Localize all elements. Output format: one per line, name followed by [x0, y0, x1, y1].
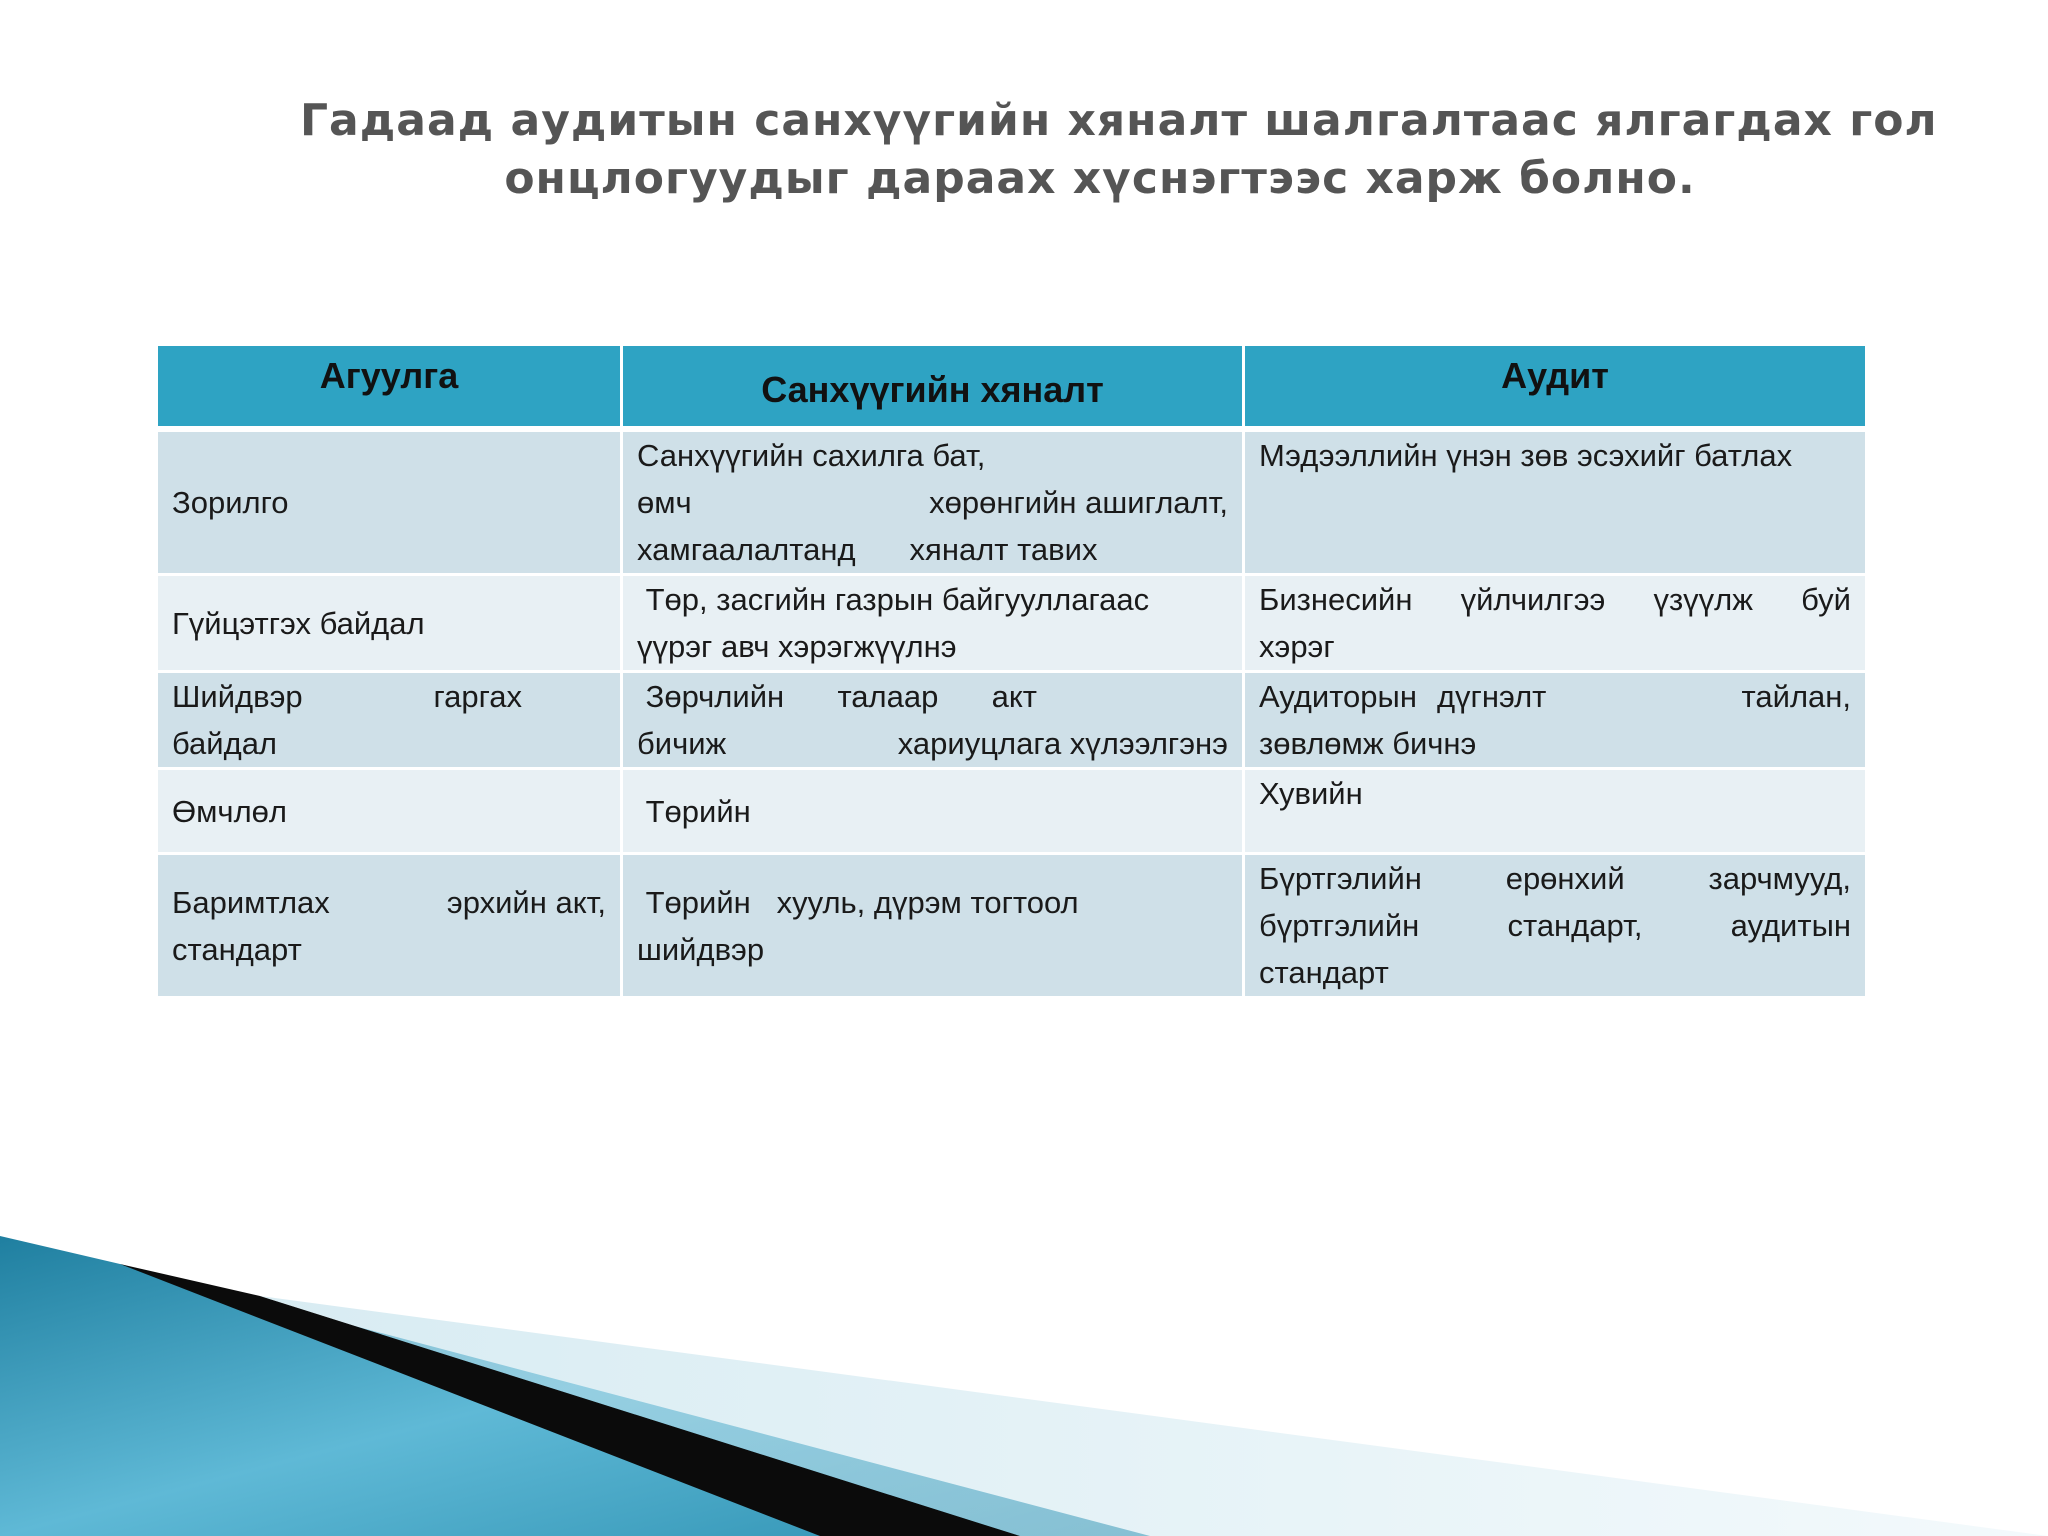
row-label-purpose: Зорилго	[157, 429, 622, 575]
table-row	[157, 854, 1867, 998]
header-audit: Аудит	[1244, 345, 1867, 430]
header-financial-control: Санхүүгийн хяналт	[622, 345, 1244, 430]
slide-corner-decoration	[0, 1236, 2048, 1536]
cell-audit-decision: Аудиторын дүгнэлт тайлан, зөвлөмж бичнэ	[1244, 672, 1867, 769]
cell-control-execution: Төр, засгийн газрын байгууллагаас үүрэг авч хэрэгжүүлнэ	[622, 575, 1244, 672]
comparison-table	[155, 343, 1868, 999]
cell-audit-execution: Бизнесийн үйлчилгээ үзүүлж буй хэрэг	[1244, 575, 1867, 672]
cell-audit-regulations: Бүртгэлийн ерөнхий зарчмууд, бүртгэлийн стандарт, аудитын стандарт	[1244, 854, 1867, 998]
cell-audit-purpose: Мэдээллийн үнэн зөв эсэхийг батлах	[1244, 429, 1867, 575]
row-label-decision: Шийдвэр гаргах байдал	[157, 672, 622, 769]
slide-title	[300, 92, 1938, 208]
header-content: Агуулга	[157, 345, 622, 430]
table-row	[157, 769, 1867, 854]
cell-control-decision: Зөрчлийн талаар акт бичиж хариуцлага хүлээлгэнэ	[622, 672, 1244, 769]
cell-control-regulations: Төрийн хууль, дүрэм тогтоол шийдвэр	[622, 854, 1244, 998]
cell-control-purpose: Санхүүгийн сахилга бат, өмч хөрөнгийн ашиглалт, хамгаалалтанд хяналт тавих	[622, 429, 1244, 575]
table-row	[157, 672, 1867, 769]
row-label-ownership: Өмчлөл	[157, 769, 622, 854]
cell-control-ownership: Төрийн	[622, 769, 1244, 854]
table-header-row	[157, 345, 1867, 430]
table-row	[157, 429, 1867, 575]
row-label-execution: Гүйцэтгэх байдал	[157, 575, 622, 672]
slide-title-line-1: Гадаад аудитын санхүүгийн хяналт шалгалтаас ялгагдах гол	[300, 95, 1938, 146]
table-row	[157, 575, 1867, 672]
slide-title-line-2: онцлогуудыг дараах хүснэгтээс харж болно.	[504, 153, 1696, 204]
cell-audit-ownership: Хувийн	[1244, 769, 1867, 854]
row-label-regulations: Баримтлах эрхийн акт, стандарт	[157, 854, 622, 998]
